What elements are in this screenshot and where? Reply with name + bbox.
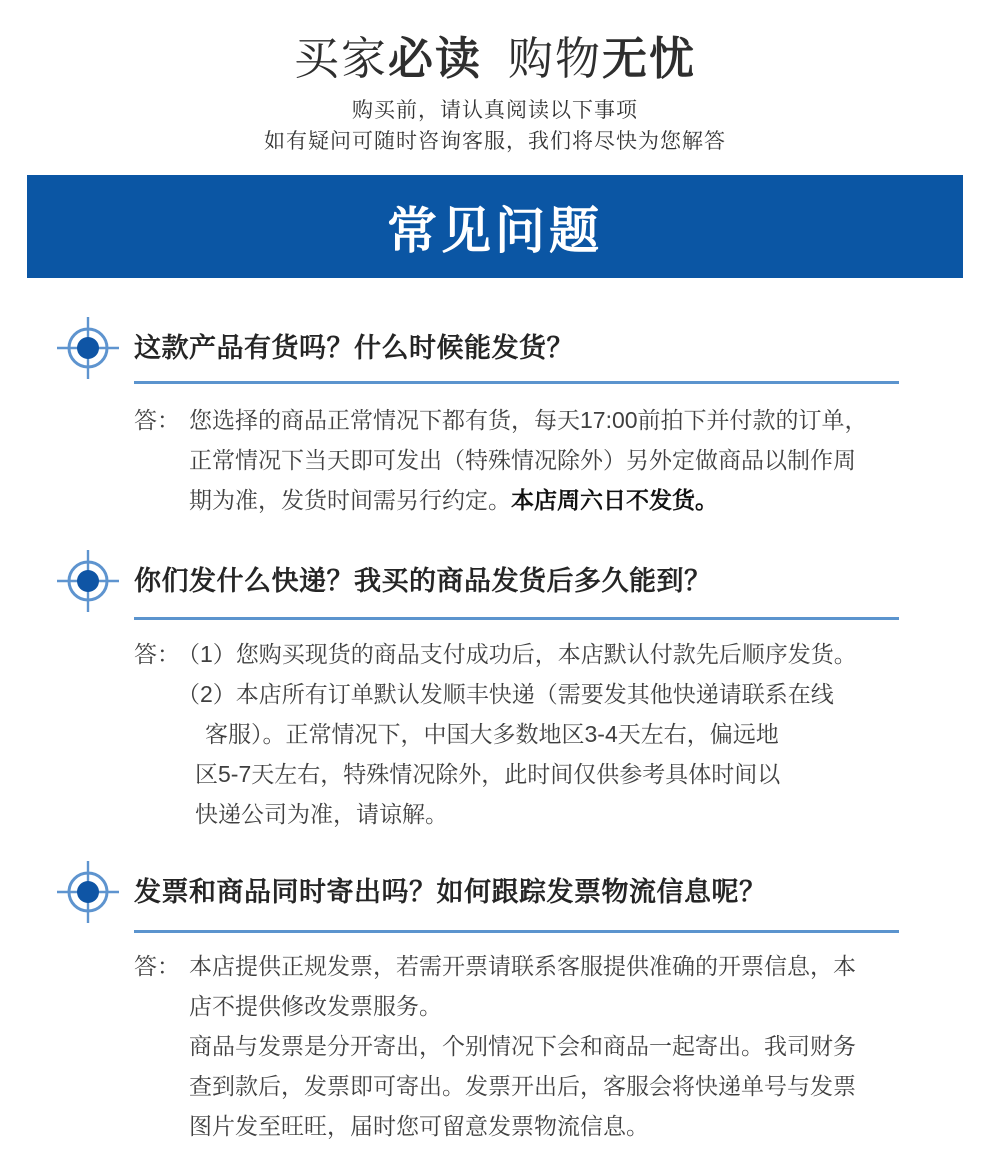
answer-line: 图片发至旺旺，届时您可留意发票物流信息。 [189,1113,649,1139]
answer-prefix: 答： [134,407,180,433]
answer-line: 店不提供修改发票服务。 [189,993,442,1019]
answer-line: 本店提供正规发票，若需开票请联系客服提供准确的开票信息，本 [189,953,856,979]
answer-line: 正常情况下当天即可发出（特殊情况除外）另外定做商品以制作周 [189,447,856,473]
faq-answer-3 [134,946,924,1146]
question-underline [134,381,899,384]
faq-banner [27,175,963,278]
answer-line: （1）您购买现货的商品支付成功后，本店默认付款先后顺序发货。 [177,641,857,667]
answer-line: 区5-7天左右，特殊情况除外，此时间仅供参考具体时间以 [195,761,781,787]
faq-answer-1 [134,400,924,520]
faq-question-2: 你们发什么快递？我买的商品发货后多久能到？ [134,566,712,596]
title-segment: 必读 [387,33,482,84]
answer-line: 快递公司为准，请谅解。 [195,801,448,827]
answer-prefix: 答： [134,641,180,667]
answer-body [189,400,868,520]
answer-line: 您选择的商品正常情况下都有货，每天17:00前拍下并付款的订单， [189,407,868,433]
crosshair-target-icon [55,315,121,381]
answer-body [189,946,856,1146]
answer-line: （2）本店所有订单默认发顺丰快递（需要发其他快递请联系在线 [177,681,834,707]
faq-banner-title: 常见问题 [387,202,603,259]
answer-line: 客服）。正常情况下，中国大多数地区3-4天左右，偏远地 [205,721,779,747]
question-underline [134,930,899,933]
page-title [0,22,990,87]
title-segment: 买家 [293,33,388,84]
answer-line: 商品与发票是分开寄出，个别情况下会和商品一起寄出。我司财务 [189,1033,856,1059]
title-segment: 无忧 [602,33,697,84]
crosshair-target-icon [55,548,121,614]
faq-answer-2 [134,634,924,834]
crosshair-target-icon [55,859,121,925]
answer-prefix: 答： [134,953,180,979]
answer-line: 查到款后，发票即可寄出。发票开出后，客服会将快递单号与发票 [189,1073,856,1099]
faq-question-1: 这款产品有货吗？什么时候能发货？ [134,333,574,363]
answer-line: 期为准，发货时间需另行约定。本店周六日不发货。 [189,487,718,513]
subtitle-line-1: 购买前，请认真阅读以下事项 [352,99,638,122]
answer-body [177,634,857,834]
title-segment: 购物 [508,33,603,84]
faq-question-3: 发票和商品同时寄出吗？如何跟踪发票物流信息呢？ [134,877,767,907]
subtitle-line-2: 如有疑问可随时咨询客服，我们将尽快为您解答 [264,130,726,153]
question-underline [134,617,899,620]
